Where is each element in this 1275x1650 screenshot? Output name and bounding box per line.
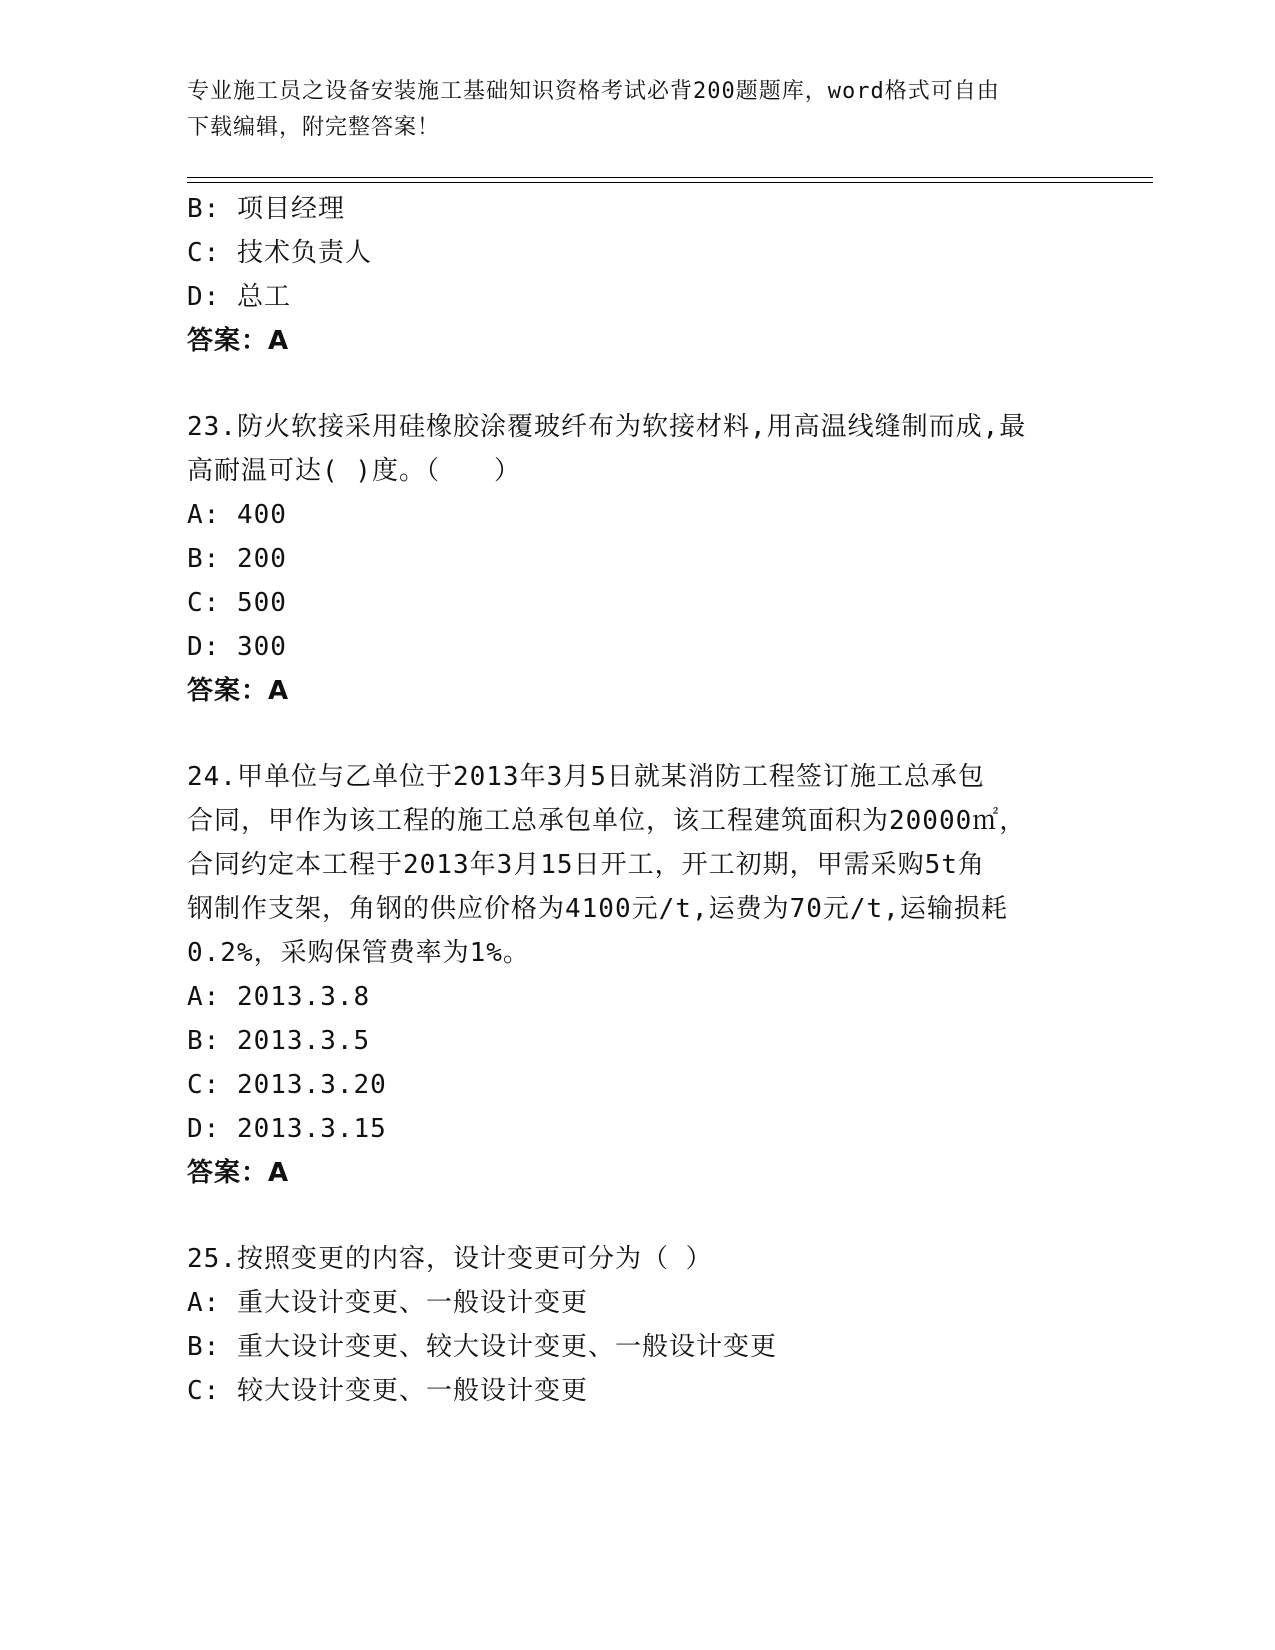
q24-option-a: A: 2013.3.8	[187, 982, 371, 1012]
q24-option-d: D: 2013.3.15	[187, 1114, 387, 1144]
header-line-2: 下载编辑，附完整答案！	[187, 115, 441, 140]
header-line-1: 专业施工员之设备安装施工基础知识资格考试必背200题题库，word格式可自由	[187, 79, 1000, 104]
q24-option-c: C: 2013.3.20	[187, 1070, 387, 1100]
header-divider-bottom	[187, 182, 1153, 183]
q25-question-line-1: 25.按照变更的内容，设计变更可分为（ ）	[187, 1244, 713, 1274]
q22-option-d: D: 总工	[187, 282, 291, 312]
q24-answer: 答案：A	[187, 1158, 290, 1188]
q22-option-c: C: 技术负责人	[187, 238, 372, 268]
q23-option-d: D: 300	[187, 632, 287, 662]
q23-question-line-2: 高耐温可达( )度。（ ）	[187, 456, 521, 486]
q24-question-line-4: 钢制作支架，角钢的供应价格为4100元/t,运费为70元/t,运输损耗	[187, 894, 1008, 924]
q23-question-line-1: 23.防火软接采用硅橡胶涂覆玻纤布为软接材料,用高温线缝制而成,最	[187, 412, 1027, 442]
q24-question-line-1: 24.甲单位与乙单位于2013年3月5日就某消防工程签订施工总承包	[187, 762, 985, 792]
q25-option-a: A: 重大设计变更、一般设计变更	[187, 1288, 588, 1318]
q22-option-b: B: 项目经理	[187, 194, 345, 224]
q24-question-line-3: 合同约定本工程于2013年3月15日开工，开工初期，甲需采购5t角	[187, 850, 985, 880]
q24-question-line-5: 0.2%，采购保管费率为1%。	[187, 938, 530, 968]
q23-option-a: A: 400	[187, 500, 287, 530]
header-divider-top	[187, 177, 1153, 178]
document-header	[187, 74, 1067, 146]
q24-option-b: B: 2013.3.5	[187, 1026, 371, 1056]
q24-question-line-2: 合同，甲作为该工程的施工总承包单位，该工程建筑面积为20000㎡，	[187, 806, 1027, 836]
q22-answer: 答案：A	[187, 326, 290, 356]
q25-option-b: B: 重大设计变更、较大设计变更、一般设计变更	[187, 1332, 777, 1362]
q23-answer: 答案：A	[187, 676, 290, 706]
q25-option-c: C: 较大设计变更、一般设计变更	[187, 1376, 588, 1406]
q23-option-b: B: 200	[187, 544, 287, 574]
q23-option-c: C: 500	[187, 588, 287, 618]
